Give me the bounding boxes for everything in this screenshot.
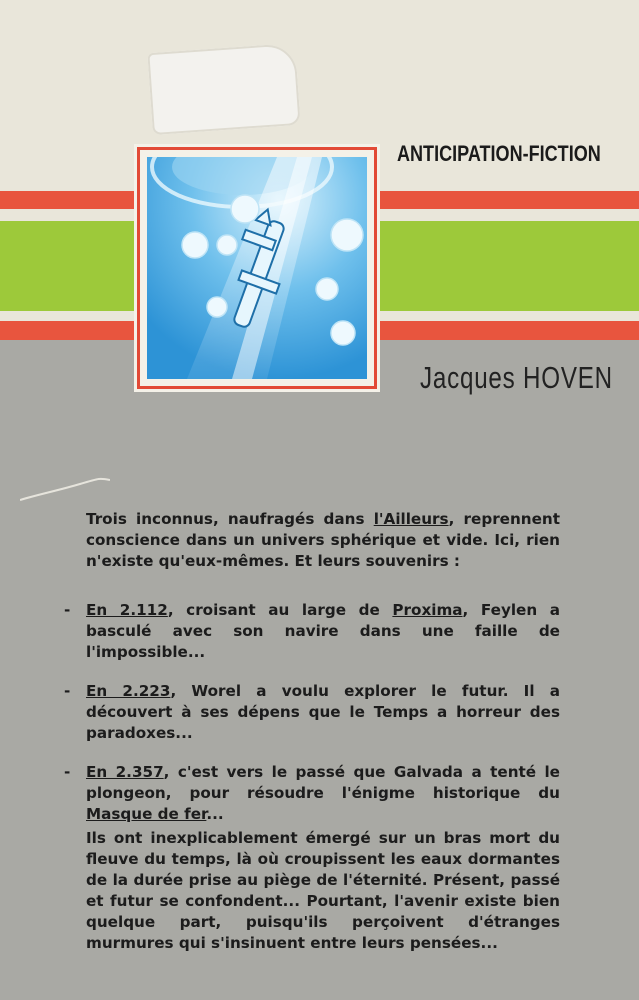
rocket-space-illustration-icon xyxy=(147,157,367,379)
blurb-closing: Ils ont inexplicablement émergé sur un bras mort du fleuve du temps, là où croupissent les eaux dormantes de la durée prise au piège de l'éternité. Présent, passé et futur se confondent... Pourtant, l'avenir existe bien quelque part, puisqu'ils perçoivent d'étranges murmures qui s'insinuent entre leurs pensées... xyxy=(86,829,560,952)
paper-crease-mark xyxy=(20,474,110,504)
author-name: Jacques HOVEN xyxy=(420,360,613,395)
series-title: ANTICIPATION-FICTION xyxy=(397,141,601,166)
blurb-intro: Trois inconnus, naufragés dans l'Ailleurs, reprennent conscience dans un univers sphérique et vide. Ici, rien n'existe qu'eux-mêmes. Et leurs souvenirs : xyxy=(86,510,560,570)
illustration-border xyxy=(137,147,377,389)
item-date: En 2.357 xyxy=(86,763,164,781)
item-date: En 2.112 xyxy=(86,601,168,619)
list-item: - En 2.357, c'est vers le passé que Galvada a tenté le plongeon, pour résoudre l'énigme historique du Masque de fer... xyxy=(64,763,560,823)
blurb-list xyxy=(60,600,560,843)
item-highlight: Proxima xyxy=(392,601,463,619)
list-item: - En 2.112, croisant au large de Proxima, Feylen a basculé avec son navire dans une faille de l'impossible... xyxy=(64,601,561,661)
item-date: En 2.223 xyxy=(86,682,171,700)
intro-highlight: l'Ailleurs xyxy=(373,510,449,528)
torn-sticker-residue xyxy=(147,43,300,135)
item-highlight: Masque de fer xyxy=(86,805,207,823)
list-item: - En 2.223, Worel a voulu explorer le futur. Il a découvert à ses dépens que le Temps a horreur des paradoxes... xyxy=(64,682,560,742)
